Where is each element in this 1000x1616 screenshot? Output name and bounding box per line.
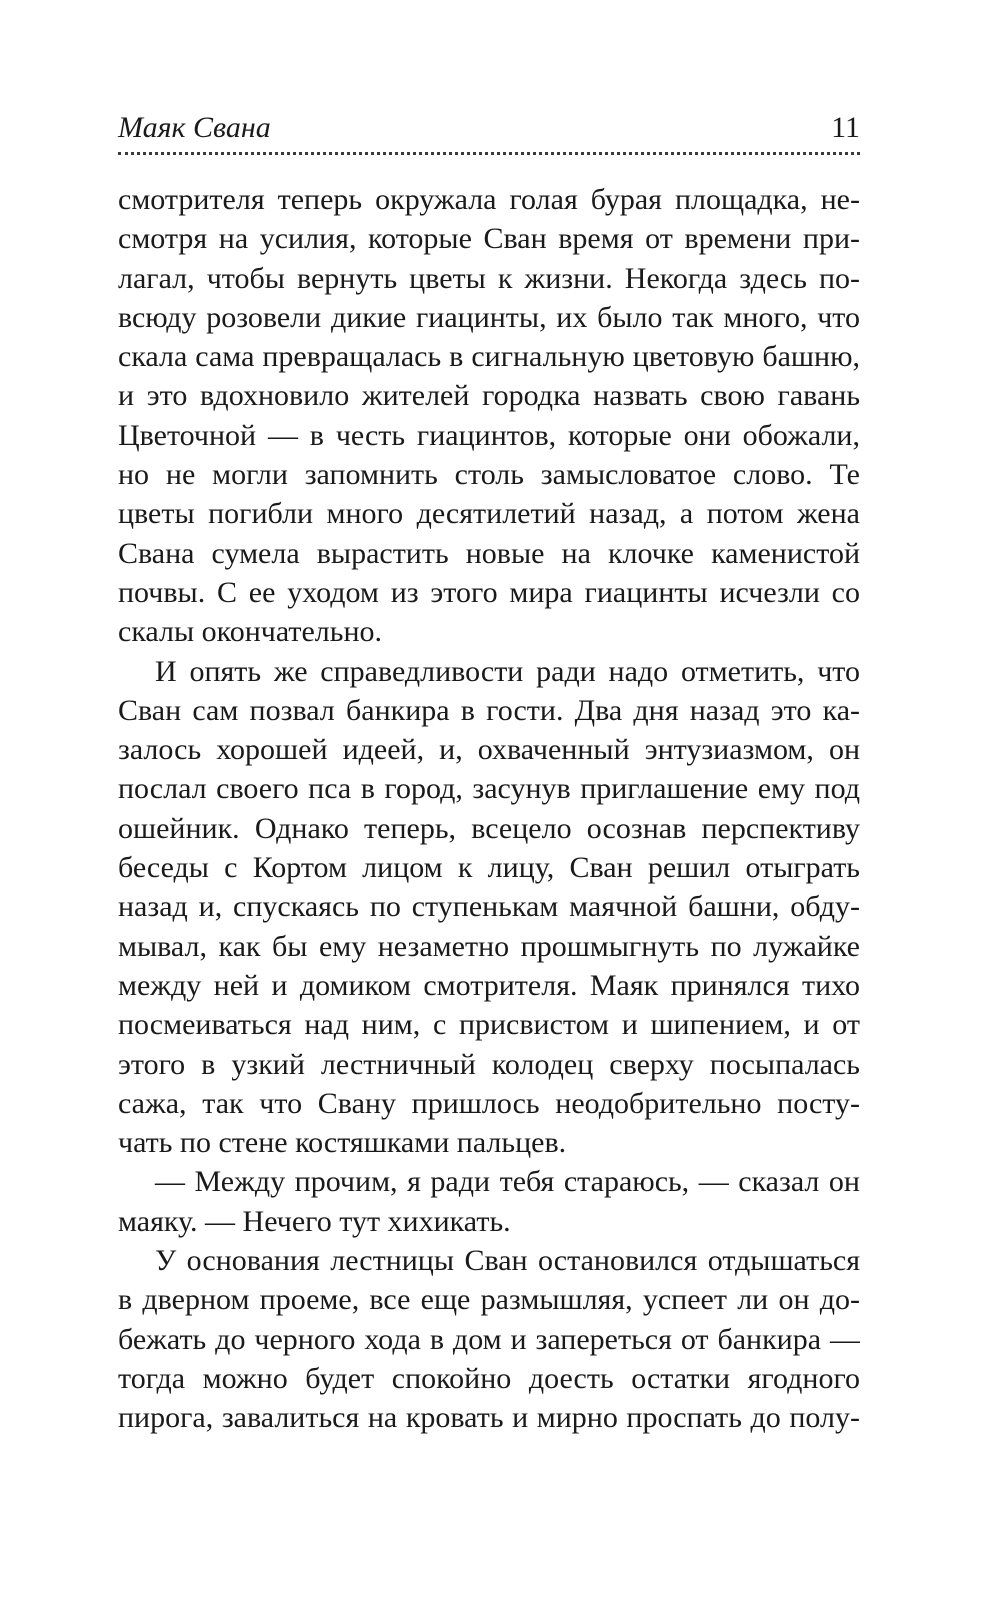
text-line: в дверном проеме, все еще размышляя, успеет ли он до- [118,1283,860,1317]
text-line: лагал, чтобы вернуть цветы к жизни. Некогда здесь по- [118,261,860,295]
text-line: чать по стене костяшками пальцев. [118,1126,567,1160]
text-line: смотря на усилия, которые Сван время от времени при- [118,222,860,256]
text-line: цветы погибли много десятилетий назад, а потом жена [118,497,860,531]
text-line: смотрителя теперь окружала голая бурая площадка, не- [118,183,860,216]
text-line: почвы. С ее уходом из этого мира гиацинты исчезли со [118,575,860,609]
text-line: залось хорошей идеей, и, охваченный энтузиазмом, он [118,733,860,767]
body-text [118,180,860,1438]
text-line: сажа, так что Свану пришлось неодобрительно посту- [118,1086,860,1120]
text-line: скала сама превращалась в сигнальную цветовую башню, [118,340,860,374]
header-divider [118,152,860,155]
text-line: скалы окончательно. [118,615,383,649]
text-line: мывал, как бы ему незаметно прошмыгнуть по лужайке [118,929,860,963]
text-line: этого в узкий лестничный колодец сверху посыпалась [118,1047,860,1081]
text-line: беседы с Кортом лицом к лицу, Сван решил отыграть [118,851,860,885]
text-line: между ней и домиком смотрителя. Маяк принялся тихо [118,968,860,1002]
text-line: У основания лестницы Сван остановился отдышаться [155,1244,860,1278]
text-line: И опять же справедливости ради надо отметить, что [155,654,860,688]
text-line: всюду розовели дикие гиацинты, их было так много, что [118,300,860,334]
text-line: ошейник. Однако теперь, всецело осознав перспективу [118,811,860,845]
page-number: 11 [831,111,860,144]
text-line: бежать до черного хода в дом и запереться от банкира — [118,1322,860,1356]
text-line: Сван сам позвал банкира в гости. Два дня назад это ка- [118,693,860,727]
text-line: маяку. — Нечего тут хихикать. [118,1204,511,1238]
text-line: и это вдохновило жителей городка назвать свою гавань [118,379,860,413]
text-line: тогда можно будет спокойно доесть остатки ягодного [118,1361,860,1395]
text-line: пирога, завалиться на кровать и мирно проспать до полу- [118,1401,860,1435]
text-line: посмеиваться над ним, с присвистом и шипением, и от [118,1008,860,1042]
running-head [118,108,860,148]
running-title: Маяк Свана [118,111,271,144]
text-line: но не могли запомнить столь замысловатое слово. Те [118,458,860,492]
text-line: — Между прочим, я ради тебя стараюсь, — сказал он [155,1165,860,1199]
text-line: Цветочной — в честь гиацинтов, которые они обожали, [118,418,860,452]
text-line: назад и, спускаясь по ступенькам маячной башни, обду- [118,890,860,924]
text-line: Свана сумела вырастить новые на клочке каменистой [118,536,860,570]
text-line: послал своего пса в город, засунув приглашение ему под [118,772,860,806]
